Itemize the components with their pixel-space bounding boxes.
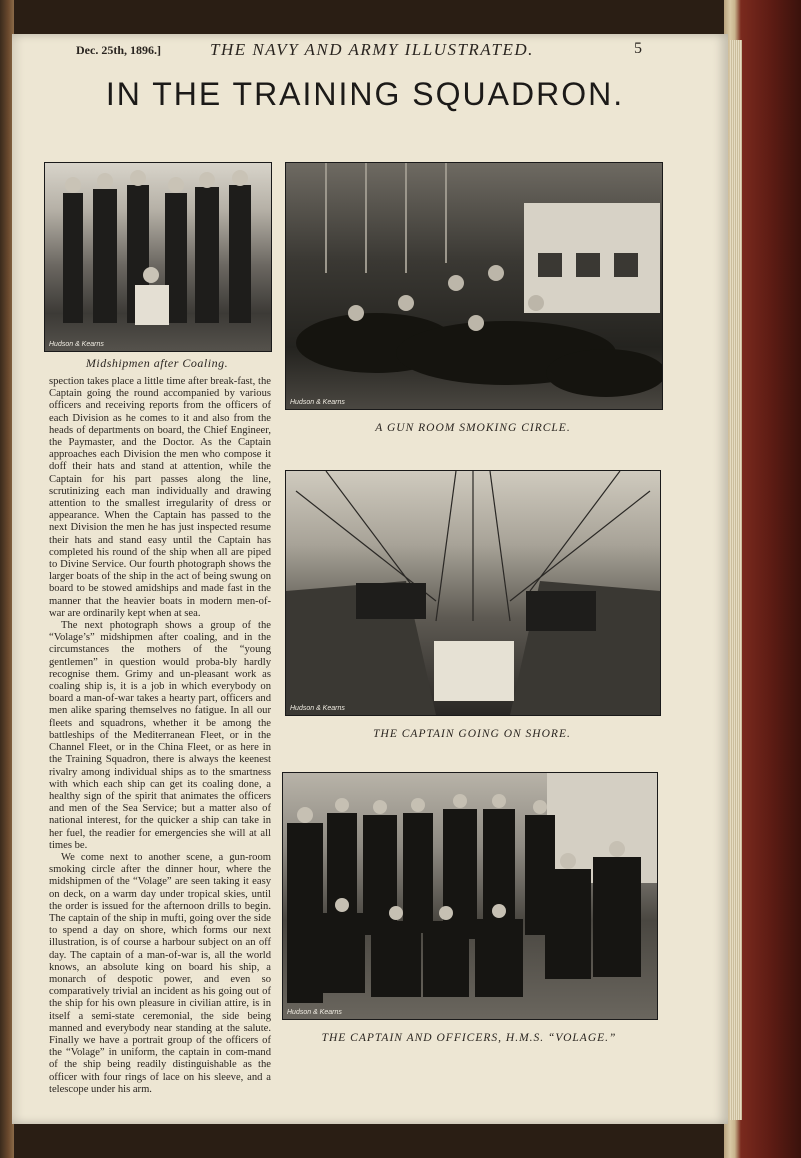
photo-credit: Hudson & Kearns bbox=[287, 1009, 342, 1016]
smoking-circle-scene bbox=[286, 163, 662, 409]
photo-smoking-circle bbox=[285, 162, 663, 410]
page-number: 5 bbox=[634, 40, 642, 57]
article-paragraph: spection takes place a little time after break-fast, the Captain going the round accompanied by various officers and receiving reports from the officers of each Division as he comes to it and also from the heads of departments on board, the Chief Engineer, the Paymaster, and the Doctor. As the Captain approaches each Division the men who compose it doff their hats and stand at attention, while the Captain for his part passes along the line, scrutinizing each man individually and drawing attention to the smallest irregularity of dress or appearance. When the Captain has passed to the next Division the men he has just inspected resume their hats and stand easy until the Captain has completed his round of the ship when all are piped to Divine Service. Our fourth photograph shows the larger boats of the ship in the act of being swung on board to be stowed amidships and made fast in the manner that the heavier boats in modern men-of-war are ordinarily kept when at sea. bbox=[49, 376, 271, 619]
caption-officers: THE CAPTAIN AND OFFICERS, H.M.S. “VOLAGE.” bbox=[321, 1032, 617, 1044]
photo-officers bbox=[282, 772, 658, 1020]
article-paragraph: We come next to another scene, a gun-room smoking circle after the dinner hour, where the midshipmen of the “Volage” are seen taking it easy on deck, on a warm day under tropical skies, until the order is issued for the afternoon drills to begin. The captain of the ship in mufti, going over the side to spend a day on shore, which forms our next illustration, is of course a harbour subject on an off day. The captain of a man-of-war is, all the world knows, an absolute king on board his ship, a monarch of despotic power, and even so comparatively trivial an incident as his going out of the ship for his own pleasure in civilian attire, is in itself a semi-state ceremonial, the side being manned and everybody near standing at the salute. Finally we have a portrait group of the officers of the “Volage” in uniform, the captain in com-mand of the ship being readily distinguishable as the officer with four rings of lace on his sleeve, and a telescope under his arm. bbox=[49, 851, 271, 1095]
issue-date: Dec. 25th, 1896.] bbox=[76, 43, 161, 57]
caption-captain-shore: THE CAPTAIN GOING ON SHORE. bbox=[373, 728, 571, 740]
article-body bbox=[49, 376, 271, 1096]
article-paragraph: The next photograph shows a group of the “Volage’s” midshipmen after coaling, and in the circumstances the mothers of the “young gentlemen” in question would proba-bly hardly recognise them. Grimy and un-pleasant work as coaling ship is, it is a job in which everybody on board a man-of-war takes a hearty part, officers and men alike sparing themselves no fatigue. In all our fleets and squadrons, whether it be among the battleships of the Mediterranean Fleet, or in the Channel Fleet, or in the China Fleet, or as here in the Training Squadron, there is always the keenest rivalry among individual ships as to the smartness with which each ship can get its coaling done, a healthy sign of the spirit that animates the officers and men of the Sea Service; but a matter also of national interest, for the quicker a ship can take in her fuel, the readier for emergencies she will at all times be. bbox=[49, 620, 271, 851]
publication-title: THE NAVY AND ARMY ILLUSTRATED. bbox=[210, 40, 534, 59]
caption-smoking-circle: A GUN ROOM SMOKING CIRCLE. bbox=[375, 422, 571, 434]
photo-credit: Hudson & Kearns bbox=[290, 399, 345, 406]
photo-credit: Hudson & Kearns bbox=[290, 705, 345, 712]
midshipmen-figures bbox=[45, 163, 271, 351]
article-headline: IN THE TRAINING SQUADRON. bbox=[105, 76, 625, 112]
photo-credit: Hudson & Kearns bbox=[49, 341, 104, 348]
photo-captain-shore bbox=[285, 470, 661, 716]
officers-group bbox=[283, 773, 657, 1019]
photo-midshipmen bbox=[44, 162, 272, 352]
book-binding-right bbox=[724, 0, 801, 1158]
caption-midshipmen: Midshipmen after Coaling. bbox=[85, 356, 229, 370]
deck-scene bbox=[286, 471, 660, 715]
running-head bbox=[70, 40, 640, 62]
